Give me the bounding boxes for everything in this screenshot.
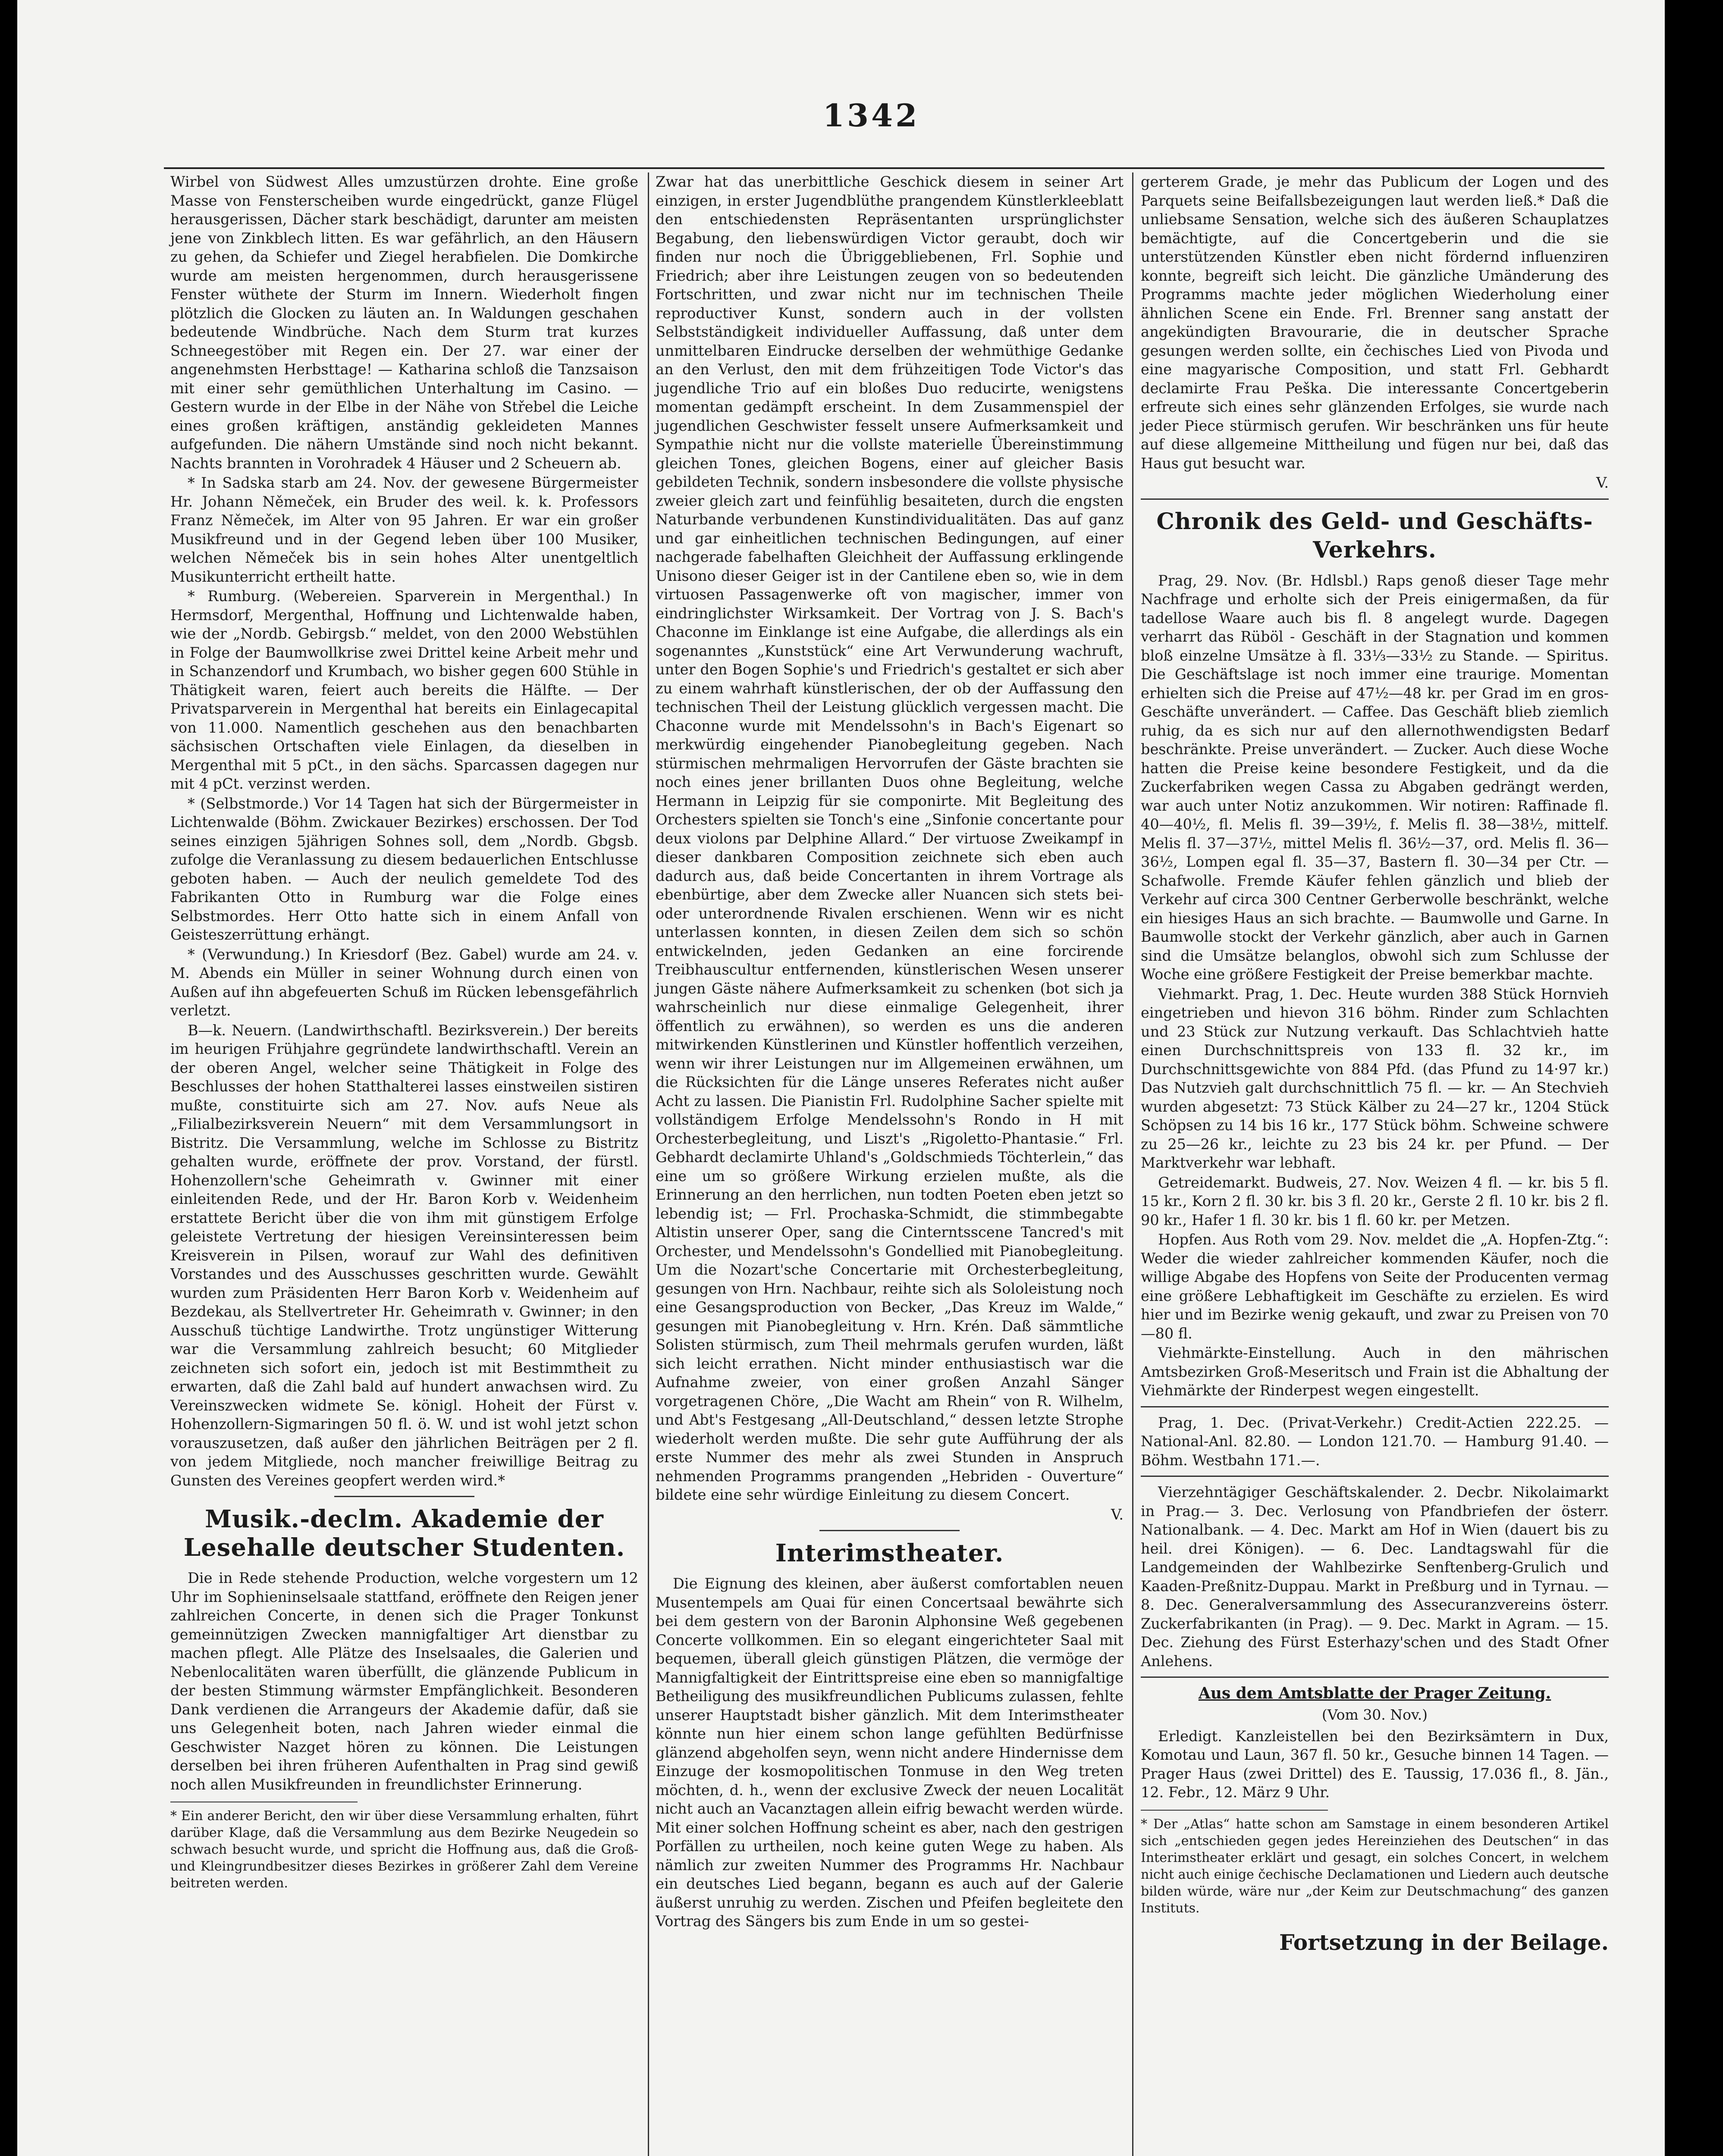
author-signature: V. — [1111, 1506, 1124, 1523]
column-divider-1 — [648, 172, 649, 2156]
column-middle — [656, 172, 1124, 1932]
page-number: 1342 — [822, 97, 920, 134]
article-paragraph: Viehmärkte-Einstellung. Auch in den mährischen Amtsbezirken Groß-Meseritsch und Frain ist die Abhaltung der Viehmärkte der Rinderpest wegen eingestellt. — [1141, 1344, 1609, 1399]
section-divider — [1141, 498, 1609, 500]
article-paragraph: Die Eignung des kleinen, aber äußerst comfortablen neuen Musentempels am Quai für einen Concertsaal bewährte sich bei dem gestern von der Baronin Alphonsine Weß gegebenen Concerte vollkommen. Ein so elegant eingerichteter Saal mit bequemen, überall gleich günstigen Plätzen, die vermöge der Mannigfaltigkeit der Eintrittspreise eine eben so mannigfaltige Betheiligung des musikfreundlichen Publicums zulassen, fehlte unserer Hauptstadt bisher gänzlich. Mit dem Interimstheater könnte nun hier einem schon lange gefühlten Bedürfnisse glänzend abgeholfen seyn, wenn nicht andere Hindernisse dem Einzuge der kosmopolitischen Tonmuse in den Weg treten möchten, d. h., wenn der exclusive Zweck der neuen Localität nicht auch an Vacanztagen allein eifrig bewacht werden würde. Mit einer solchen Hoffnung scheint es aber, nach den gestrigen Porfällen zu urtheilen, noch keine guten Wege zu haben. Als nämlich zur zweiten Nummer des Programms Hr. Nachbaur ein deutsches Lied begann, begann es auch auf der Galerie äußerst unruhig zu werden. Zischen und Pfeifen begleitete den Vortrag des Sängers bis zum Ende in um so gestei- — [656, 1575, 1124, 1930]
footnote: * Der „Atlas“ hatte schon am Samstage in einem besonderen Artikel sich „entschieden gegen jedes Hereinziehen des Deutschen“ in das Interimstheater erklärt und gesagt, ein solches Concert, in welchem nicht auch einige čechische Declamationen und Liedern auch deutsche bilden würde, wäre nur „der Keim zur Deutschmachung“ des ganzen Instituts. — [1141, 1816, 1609, 1916]
author-signature: V. — [1596, 474, 1609, 491]
footnote-divider — [1141, 1810, 1328, 1811]
section-divider — [819, 1530, 960, 1531]
article-paragraph: Hopfen. Aus Roth vom 29. Nov. meldet die „A. Hopfen-Ztg.“: Weder die wieder zahlreicher kommenden Käufer, noch die willige Abgabe des Hopfens von Seite der Producenten vermag eine größere Lebhaftigkeit im Geschäfte zu erzielen. Es wird hier und im Bezirke wenig gekauft, und zwar zu Preisen von 70—80 fl. — [1141, 1231, 1609, 1342]
section-title: Interimstheater. — [775, 1539, 1004, 1567]
subsection-title: Aus dem Amtsblatte der Prager Zeitung. — [1198, 1684, 1551, 1702]
article-paragraph: * (Verwundung.) In Kriesdorf (Bez. Gabel) wurde am 24. v. M. Abends ein Müller in seiner Wohnung durch einen von Außen auf ihn abgefeuerten Schuß im Rücken lebensgefährlich verletzt. — [170, 946, 638, 1019]
scan-border-left — [0, 0, 17, 2156]
article-paragraph: Getreidemarkt. Budweis, 27. Nov. Weizen 4 fl. — kr. bis 5 fl. 15 kr., Korn 2 fl. 30 kr. bis 3 fl. 20 kr., Gerste 2 fl. 10 kr. bis 2 fl. 90 kr., Hafer 1 fl. 30 kr. bis 1 fl. 60 kr. per Metzen. — [1141, 1174, 1609, 1228]
article-paragraph: Vierzehntägiger Geschäftskalender. 2. Decbr. Nikolaimarkt in Prag.— 3. Dec. Verlosung von Pfandbriefen der österr. Nationalbank. — 4. Dec. Markt am Hof in Wien (dauert bis zu heil. drei Königen). — 6. Dec. Landtagswahl für die Landgemeinden der Wahlbezirke Senftenberg-Grulich und Kaaden-Preßnitz-Duppau. Markt in Preßburg und in Tyrnau. — 8. Dec. Generalversammlung des Assecuranzvereins österr. Zuckerfabrikanten (in Prag). — 9. Dec. Markt in Agram. — 15. Dec. Ziehung des Fürst Esterhazy'schen und des Stadt Ofner Anlehens. — [1141, 1484, 1609, 1670]
article-paragraph: gerterem Grade, je mehr das Publicum der Logen und des Parquets seine Beifallsbezeigungen laut werden ließ.* Daß die unliebsame Sensation, welche sich des äußeren Schauplatzes bemächtigte, auf die Concertgeberin und die sie unterstützenden Künstler eben nicht fördernd influenziren konnte, begreift sich leicht. Die gänzliche Umänderung des Programms machte jeder möglichen Wiederholung einer ähnlichen Scene ein Ende. Frl. Brenner sang anstatt der angekündigten Bravourarie, die in deutscher Sprache gesungen werden sollte, ein čechisches Lied von Pivoda und eine magyarische Composition, und statt Frl. Gebhardt declamirte Frau Peška. Die interessante Concertgeberin erfreute sich eines sehr glänzenden Erfolges, sie wurde nach jeder Piece stürmisch gerufen. Wir beschränken uns für heute auf diese allgemeine Mittheilung und fügen nur bei, daß das Haus gut besucht war. — [1141, 173, 1609, 472]
section-divider — [334, 1496, 475, 1497]
article-paragraph: Wirbel von Südwest Alles umzustürzen drohte. Eine große Masse von Fensterscheiben wurde eingedrückt, ganze Flügel herausgerissen, Dächer stark beschädigt, darunter am meisten jene von Zinkblech litten. Es war gefährlich, an den Häusern zu gehen, da Schiefer und Ziegel herabfielen. Die Domkirche wurde am meisten hergenommen, durch herausgerissene Fenster wüthete der Sturm im Innern. Wiederholt fingen plötzlich die Glocken zu läuten an. In Waldungen geschahen bedeutende Windbrüche. Nach dem Sturm trat kurzes Schneegestöber mit Regen ein. Der 27. war einer der angenehmsten Herbsttage! — Katharina schloß die Tanzsaison mit einer sehr gemüthlichen Unterhaltung im Casino. — Gestern wurde in der Elbe in der Nähe von Střebel die Leiche eines großen kräftigen, anständig gekleideten Mannes aufgefunden. Die nähern Umstände sind noch nicht bekannt. Nachts brannten in Vorohradek 4 Häuser und 2 Scheuern ab. — [170, 173, 638, 472]
column-left — [170, 172, 638, 1892]
section-divider — [1141, 1476, 1609, 1477]
footnote: * Ein anderer Bericht, den wir über diese Versammlung erhalten, führt darüber Klage, daß die Versammlung aus dem Bezirke Neugedein so schwach besucht wurde, und spricht die Hoffnung aus, daß die Groß- und Kleingrundbesitzer dieses Bezirkes in größerer Zahl dem Vereine beitreten werden. — [170, 1808, 638, 1891]
article-paragraph: Zwar hat das unerbittliche Geschick diesem in seiner Art einzigen, in erster Jugendblüthe prangendem Künstlerkleeblatt den entschiedensten Repräsentanten ursprünglichster Begabung, den liebenswürdigen Victor geraubt, doch wir finden nur noch die Übriggebliebenen, Frl. Sophie und Friedrich; aber ihre Leistungen zeugen von so bedeutenden Fortschritten, und zwar nicht nur im technischen Theile reproductiver Kunst, sondern auch in der vollsten Selbstständigkeit individueller Auffassung, daß unter dem unmittelbaren Eindrucke derselben der wehmüthige Gedanke an den Verlust, den mit dem frühzeitigen Tode Victor's das jugendliche Trio auf ein bloßes Duo reducirte, wenigstens momentan gedämpft erscheint. In dem Zusammenspiel der jugendlichen Geschwister fesselt unsere Aufmerksamkeit und Sympathie nicht nur die vollste materielle Übereinstimmung gleichen Tones, gleichen Bogens, einer auf gleicher Basis gebildeten Technik, sondern insbesondere die vollste physische zweier gleich zart und feinfühlig besaiteten, durch die engsten Naturbande verbundenen Kunstindividualitäten. Das auf ganz und gar einheitlichen technischen Bedingungen, auf einer nachgerade fabelhaften Gleichheit der Auffassung erklingende Unisono dieser Geiger ist in der Cantilene eben so, wie in dem virtuosen Passagenwerke oft von magischer, immer von eindringlichster Wirksamkeit. Der Vortrag von J. S. Bach's Chaconne im Einklange ist eine Aufgabe, die allerdings als ein sogenanntes „Kunststück“ eine Art Verwunderung wachruft, unter den Bogen Sophie's und Friedrich's gestaltet er sich aber zu einem wahrhaft künstlerischen, der ob der Auffassung den technischen Theil der Leistung glücklich vergessen macht. Die Chaconne wurde mit Mendelssohn's in Bach's Eigenart so merkwürdig eingehender Pianobegleitung gegeben. Nach stürmischen mehrmaligen Hervorrufen der Gäste brachten sie noch eines jener brillanten Duos ohne Begleitung, welche Hermann in Leipzig für sie componirte. Mit Begleitung des Orchesters spielten sie Tonch's eine „Sinfonie concertante pour deux violons par Delphine Allard.“ Der virtuose Zweikampf in dieser dankbaren Composition zeichnete sich eben auch dadurch aus, daß beide Concertanten in ihrem Vortrage als ebenbürtige, aber dem Zwecke aller Nuancen sich stets bei- oder unterordnende Rivalen erschienen. Wenn wir es nicht unterlassen konnten, in diesen Zeilen dem sich so schön entwickelnden, jeden Gedanken an eine forcirende Treibhauscultur entfernenden, künstlerischen Wesen unserer jungen Gäste nähere Aufmerksamkeit zu schenken (bot sich ja wahrscheinlich nur diese einmalige Gelegenheit, ihrer öffentlich zu erwähnen), so werden es uns die anderen mitwirkenden Künstlerinen und Künstler hoffentlich verzeihen, wenn wir ihrer Leistungen nur im Allgemeinen erwähnen, um die Rücksichten für die Länge unseres Referates nicht außer Acht zu lassen. Die Pianistin Frl. Rudolphine Sacher spielte mit vollständigem Erfolge Mendelssohn's Rondo in H mit Orchesterbegleitung, und Liszt's „Rigoletto-Phantasie.“ Frl. Gebhardt declamirte Uhland's „Goldschmieds Töchterlein,“ das eine um so größere Wirkung erzielen mußte, als die Erinnerung an den herrlichen, nun todten Poeten eben jetzt so lebendig ist; — Frl. Prochaska-Schmidt, die stimmbegabte Altistin unserer Oper, sang die Cinterntsscene Tancred's mit Orchester, und Mendelssohn's Gondellied mit Pianobegleitung. Um die Nozart'sche Concertarie mit Orchesterbegleitung, gesungen von Hrn. Nachbaur, reihte sich als Sololeistung noch eine Gesangsproduction von Becker, „Das Kreuz im Walde,“ gesungen mit Pianobegleitung v. Hrn. Krén. Daß sämmtliche Solisten stürmisch, zum Theil mehrmals gerufen wurden, läßt sich leicht errathen. Nicht minder enthusiastisch war die Aufnahme zweier, von einer großen Anzahl Sänger vorgetragenen Chöre, „Die Wacht am Rhein“ von R. Wilhelm, und Abt's Festgesang „All-Deutschland,“ dessen letzte Strophe wiederholt werden mußte. Die sehr gute Aufführung der als erste Nummer des mehr als zwei Stunden in Anspruch nehmenden Programms prangenden „Hebriden - Ouverture“ bildete eine sehr würdige Einleitung zu diesem Concert. — [656, 173, 1124, 1503]
dateline: (Vom 30. Nov.) — [1321, 1706, 1428, 1723]
section-divider — [1141, 1406, 1609, 1407]
article-paragraph: Erledigt. Kanzleistellen bei den Bezirksämtern in Dux, Komotau und Laun, 367 fl. 50 kr., Gesuche binnen 14 Tagen. — Prager Haus (zwei Drittel) des E. Taussig, 17.036 fl., 8. Jän., 12. Febr., 12. März 9 Uhr. — [1141, 1727, 1609, 1801]
article-paragraph: B—k. Neuern. (Landwirthschaftl. Bezirksverein.) Der bereits im heurigen Frühjahre gegründete landwirthschaftl. Verein an der oberen Angel, welcher seine Thätigkeit in Folge des Beschlusses der hohen Statthalterei lasses einstweilen sistiren mußte, constituirte sich am 27. Nov. aufs Neue als „Filialbezirksverein Neuern“ mit dem Versammlungsort in Bistritz. Die Versammlung, welche im Schlosse zu Bistritz gehalten wurde, eröffnete der prov. Vorstand, der fürstl. Hohenzollern'sche Geheimrath v. Gwinner mit einer einleitenden Rede, und der Hr. Baron Korb v. Weidenheim erstattete Bericht über die von ihm mit günstigem Erfolge geleistete Vertretung der hiesigen Vereinsinteressen beim Kreisverein in Pilsen, worauf zur Wahl des definitiven Vorstandes und des Ausschusses geschritten wurde. Gewählt wurden zum Präsidenten Herr Baron Korb v. Weidenheim auf Bezdekau, als Stellvertreter Hr. Geheimrath v. Gwinner; in den Ausschuß tüchtige Landwirthe. Trotz ungünstiger Witterung war die Versammlung zahlreich besucht; 60 Mitglieder zeichneten sich sofort ein, jedoch ist mit Bestimmtheit zu erwarten, daß die Zahl bald auf hundert anwachsen wird. Zu Vereinszwecken widmete Se. königl. Hoheit der Fürst v. Hohenzollern-Sigmaringen 50 fl. ö. W. und ist wohl jetzt schon vorauszusetzen, daß außer den jährlichen Beiträgen per 2 fl. von jedem Mitgliede, noch mancher freiwillige Beitrag zu Gunsten des Vereines geopfert werden wird.* — [170, 1022, 638, 1489]
article-paragraph: Prag, 29. Nov. (Br. Hdlsbl.) Raps genoß dieser Tage mehr Nachfrage und erholte sich der Preis einigermaßen, da für tadellose Waare auch bis fl. 8 angelegt wurde. Dagegen verharrt das Rüböl - Geschäft in der Stagnation und kommen bloß einzelne Umsätze à fl. 33⅓—33½ zu Stande. — Spiritus. Die Geschäftslage ist noch immer eine traurige. Momentan erhielten sich die Preise auf 47½—48 kr. per Grad im en gros-Geschäfte unverändert. — Caffee. Das Geschäft blieb ziemlich ruhig, da es sich nur auf den allernothwendigsten Bedarf beschränkte. Preise unverändert. — Zucker. Auch diese Woche hatten die Preise keine besondere Festigkeit, und da die Zuckerfabriken wegen Cassa zu Abgaben gedrängt werden, war auch unter Notiz anzukommen. Wir notiren: Raffinade fl. 40—40½, fl. Melis fl. 39—39½, f. Melis fl. 38—38½, mittelf. Melis fl. 37—37½, mittel Melis fl. 36½—37, ord. Melis fl. 36—36½, Lompen egal fl. 35—37, Bastern fl. 30—34 per Ctr. — Schafwolle. Fremde Käufer fehlen gänzlich und blieb der Verkehr auf circa 300 Centner Gerberwolle beschränkt, welche ein hiesiges Haus an sich brachte. — Baumwolle und Garne. In Baumwolle stockt der Verkehr gänzlich, aber auch in Garnen sind die Umsätze belanglos, obwohl sich zum Schlusse der Woche eine größere Festigkeit der Preise bemerkbar machte. — [1141, 572, 1609, 983]
header-rule — [164, 167, 1604, 169]
scan-border-right — [1665, 0, 1723, 2156]
column-right — [1141, 172, 1609, 1955]
article-paragraph: * Rumburg. (Webereien. Sparverein in Mergenthal.) In Hermsdorf, Mergenthal, Hoffnung und Lichtenwalde haben, wie der „Nordb. Gebirgsb.“ meldet, von den 2000 Webstühlen in Folge der Baumwollkrise zwei Drittel keine Arbeit mehr und in Schanzendorf und Krumbach, wo bisher gegen 600 Stühle in Thätigkeit waren, feiert auch bereits die Hälfte. — Der Privatsparverein in Mergenthal hat bereits ein Einlagecapital von 11.000. Namentlich geschehen aus den benachbarten sächsischen Ortschaften viele Einlagen, da dieselben in Mergenthal mit 5 pCt., in den sächs. Sparcassen dagegen nur mit 4 pCt. verzinst werden. — [170, 588, 638, 792]
column-divider-2 — [1132, 172, 1133, 2156]
article-paragraph: Die in Rede stehende Production, welche vorgestern um 12 Uhr im Sophieninselsaale stattfand, eröffnete den Reigen jener zahlreichen Concerte, in denen sich die Prager Tonkunst gemeinnützigen Zwecken mannigfaltiger Art dienstbar zu machen pflegt. Alle Plätze des Inselsaales, die Galerien und Nebenlocalitäten waren überfüllt, die glänzende Publicum in der besten Stimmung wärmster Empfänglichkeit. Besonderen Dank verdienen die Arrangeurs der Akademie dafür, daß sie uns Gelegenheit boten, nach Jahren wieder einmal die Geschwister Nazget hören zu können. Die Leistungen derselben bei ihren früheren Aufenthalten in Prag sind gewiß noch allen Musikfreunden in freundlichster Erinnerung. — [170, 1570, 638, 1793]
section-divider — [1141, 1677, 1609, 1678]
article-paragraph: Viehmarkt. Prag, 1. Dec. Heute wurden 388 Stück Hornvieh eingetrieben und hievon 316 böhm. Rinder zum Schlachten und 23 Stück zur Nutzung verkauft. Das Schlachtvieh hatte einen Durchschnittspreis von 133 fl. 32 kr., im Durchschnittsgewichte von 884 Pfd. (das Pfund zu 14·97 kr.) Das Nutzvieh galt durchschnittlich 75 fl. — kr. — An Stechvieh wurden abgesetzt: 73 Stück Kälber zu 24—27 kr., 1204 Stück Schöpsen zu 14 bis 16 kr., 177 Stück böhm. Schweine schwere zu 25—26 kr., leichte zu 23 bis 24 kr. per Pfund. — Der Marktverkehr war lebhaft. — [1141, 985, 1609, 1171]
article-paragraph: * In Sadska starb am 24. Nov. der gewesene Bürgermeister Hr. Johann Němeček, ein Bruder des weil. k. k. Professors Franz Němeček, im Alter von 95 Jahren. Er war ein großer Musikfreund und in der Gegend leben über 100 Musiker, welchen Němeček bis in sein hohes Alter unentgeltlich Musikunterricht ertheilt hatte. — [170, 474, 638, 585]
article-paragraph: Prag, 1. Dec. (Privat-Verkehr.) Credit-Actien 222.25. — National-Anl. 82.80. — London 121.70. — Hamburg 91.40. — Böhm. Westbahn 171.—. — [1141, 1414, 1609, 1469]
section-title: Musik.-declm. Akademie der Lesehalle deutscher Studenten. — [183, 1505, 625, 1562]
article-paragraph: * (Selbstmorde.) Vor 14 Tagen hat sich der Bürgermeister in Lichtenwalde (Böhm. Zwickauer Bezirkes) erschossen. Der Tod seines einzigen 5jährigen Sohnes soll, dem „Nordb. Gbgsb. zufolge die Veranlassung zu diesem bedauerlichen Entschlusse geboten haben. — Auch der neulich gemeldete Tod des Fabrikanten Otto in Rumburg war die Folge eines Selbstmordes. Herr Otto hatte sich in einem Anfall von Geisteszerrüttung erhängt. — [170, 795, 638, 943]
section-title: Chronik des Geld- und Geschäfts-Verkehrs. — [1156, 508, 1593, 563]
continuation-note: Fortsetzung in der Beilage. — [1279, 1929, 1609, 1955]
